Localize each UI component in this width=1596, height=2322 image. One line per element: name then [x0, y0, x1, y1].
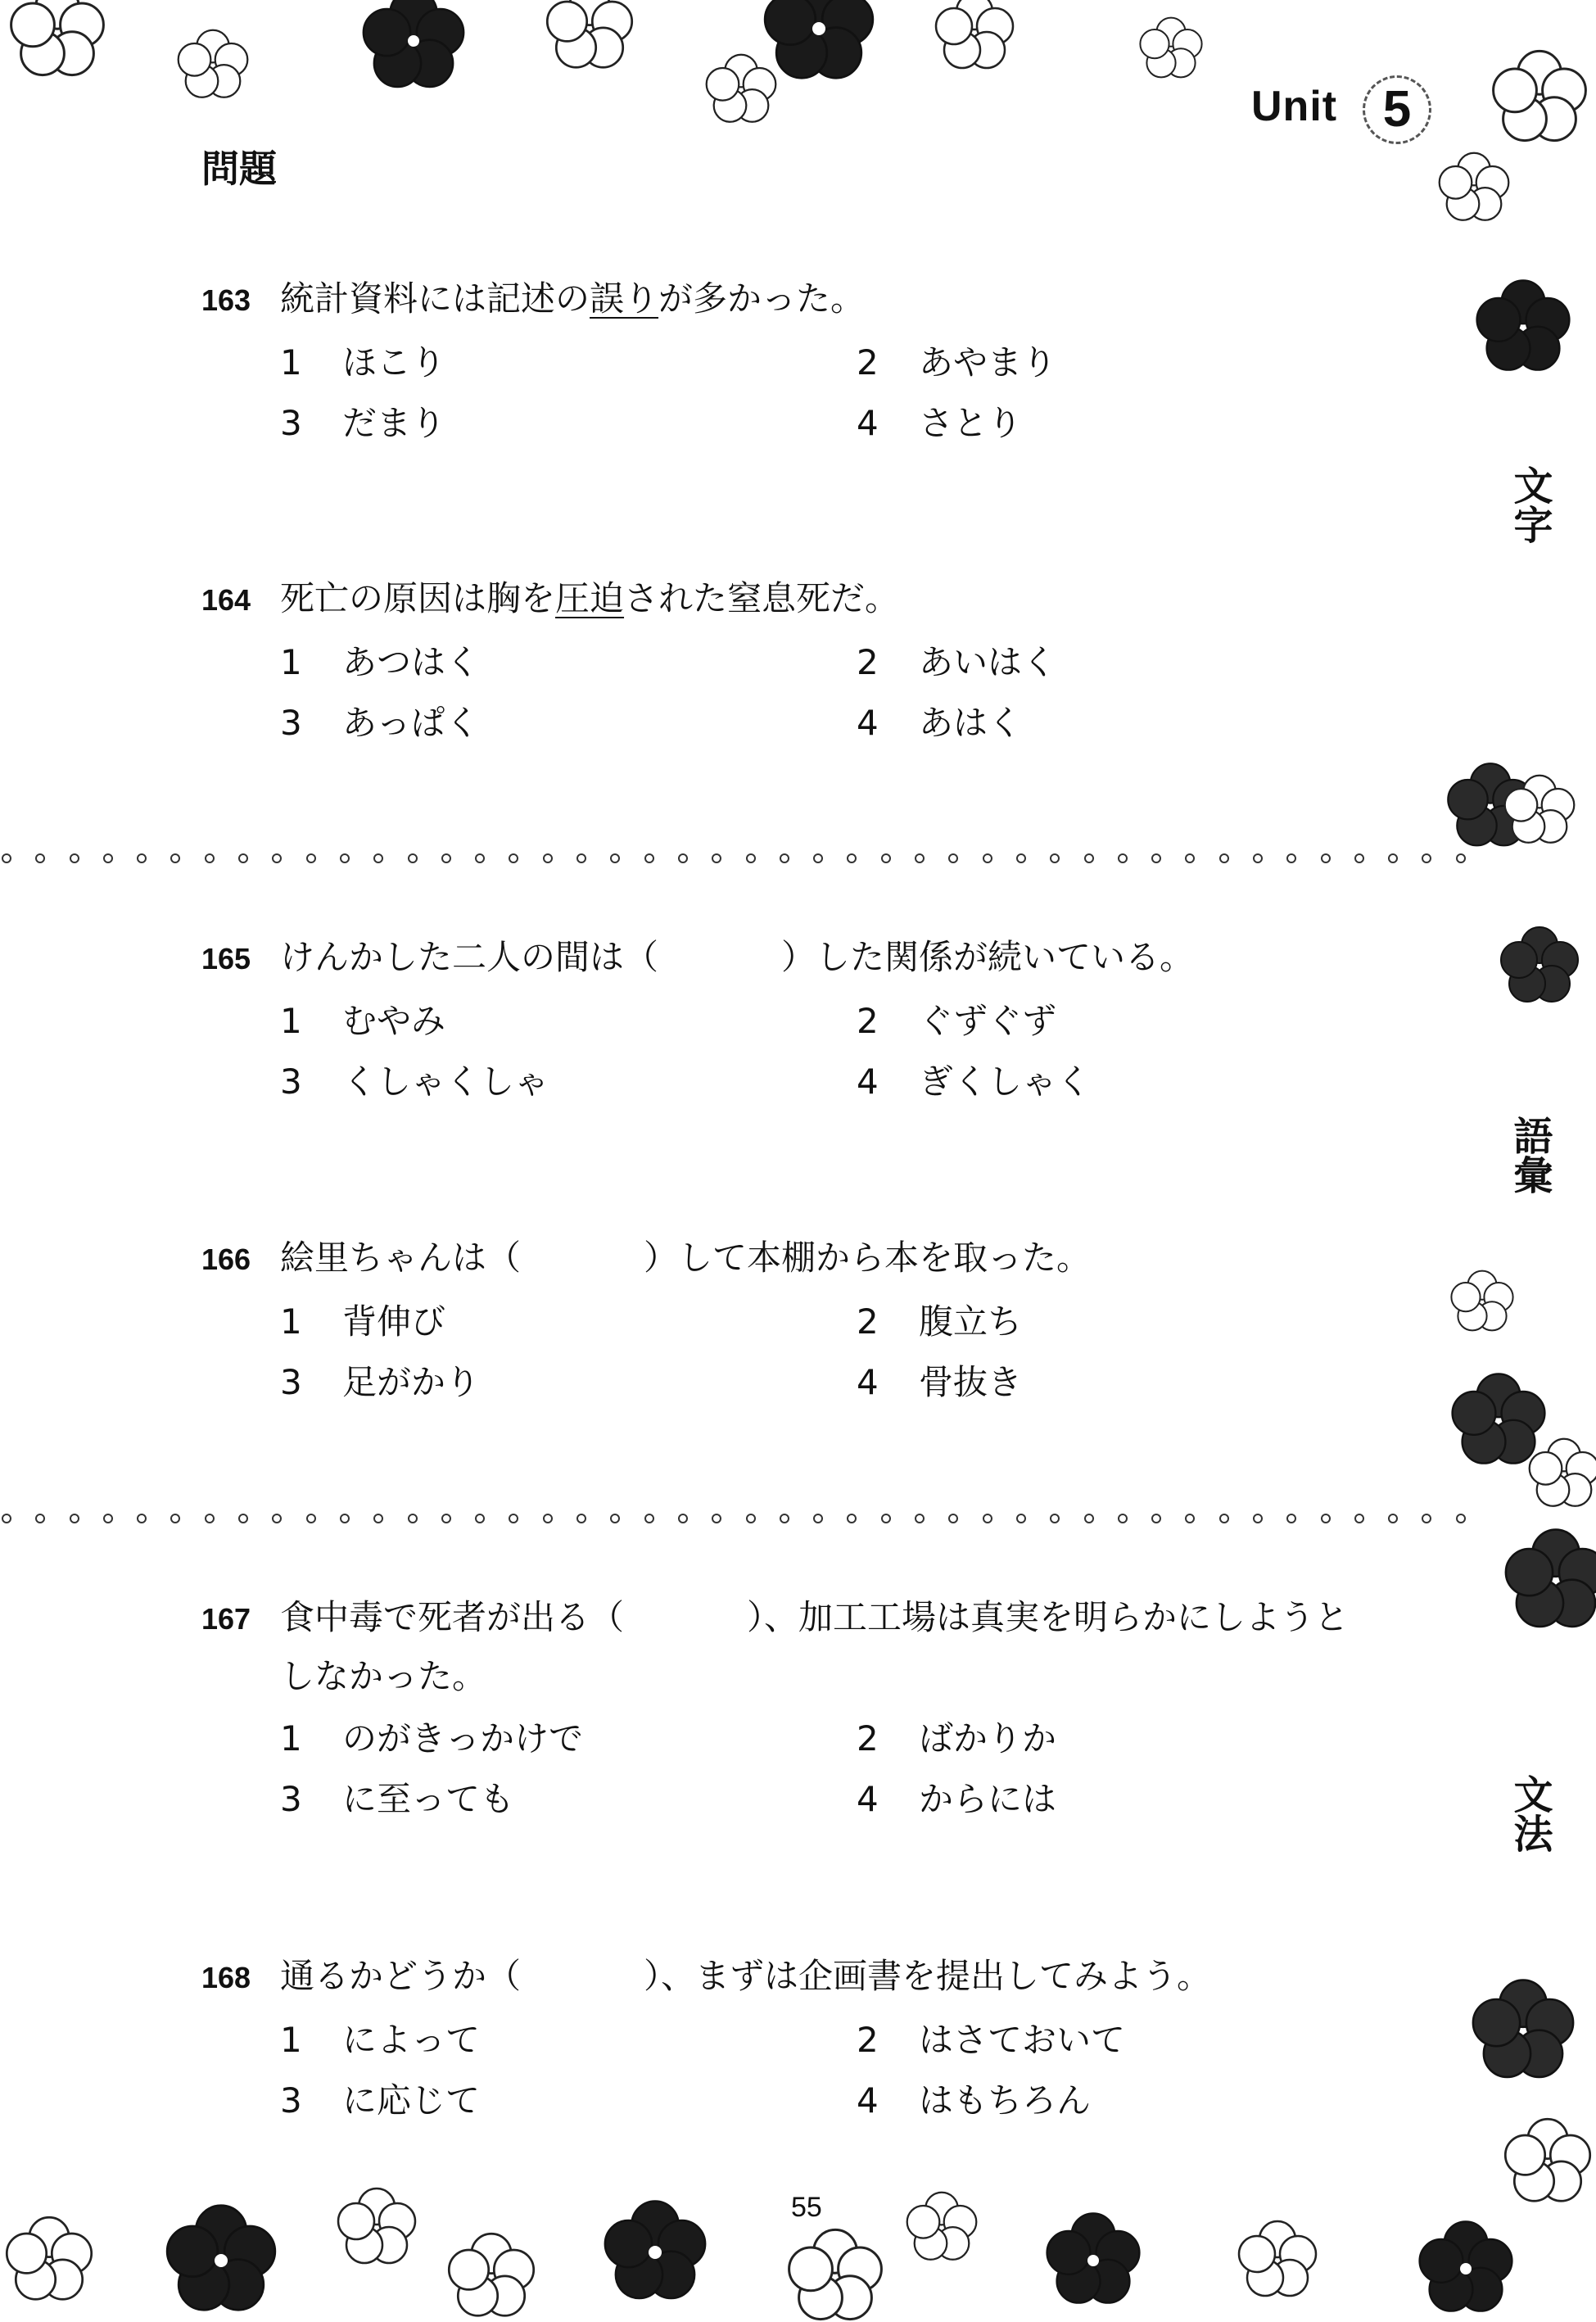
unit-label: Unit	[1251, 83, 1338, 130]
question-166: 166 絵里ちゃんは（ ）して本棚から本を取った。 1 背伸び 2 腹立ち 3 足がかり 4 骨抜き	[201, 1234, 1091, 1418]
question-167: 167 食中毒で死者が出る（ ）、加工工場は真実を明らかにしようと しなかった。 1 のがきっかけで 2 ばかりか 3 に至っても 4 からには	[201, 1594, 1349, 1835]
unit-number-badge: 5	[1363, 75, 1431, 144]
option-3[interactable]: 3 足がかり	[280, 1362, 481, 1402]
option-1[interactable]: 1 のがきっかけで	[280, 1718, 584, 1758]
option-1[interactable]: 1 によって	[280, 2020, 481, 2060]
option-2[interactable]: 2 はさておいて	[857, 2020, 1126, 2060]
section-heading: 問題	[201, 147, 277, 191]
option-4[interactable]: 4 ぎくしゃく	[857, 1061, 1092, 1102]
side-tab-bunpo: 文法	[1507, 1774, 1553, 1853]
option-3[interactable]: 3 あっぱく	[280, 703, 480, 743]
side-tab-moji: 文字	[1507, 465, 1553, 544]
page-number: 55	[791, 2192, 822, 2223]
question-number: 165	[201, 942, 251, 975]
option-4[interactable]: 4 からには	[857, 1779, 1057, 1819]
option-4[interactable]: 4 骨抜き	[857, 1362, 1023, 1402]
option-4[interactable]: 4 あはく	[857, 703, 1023, 743]
question-number: 166	[201, 1242, 251, 1276]
option-1[interactable]: 1 むやみ	[280, 1001, 446, 1041]
option-2[interactable]: 2 腹立ち	[857, 1301, 1023, 1342]
underlined-word: 圧迫	[555, 578, 625, 618]
side-tab-goi: 語彙	[1507, 1116, 1553, 1194]
option-2[interactable]: 2 ばかりか	[857, 1718, 1057, 1758]
question-168: 168 通るかどうか（ ）、まずは企画書を提出してみよう。 1 によって 2 はさておいて 3 に応じて 4 はもちろん	[201, 1953, 1211, 2136]
option-1[interactable]: 1 背伸び	[280, 1301, 446, 1342]
dotted-divider	[0, 849, 1466, 868]
question-165: 165 けんかした二人の間は（ ）した関係が続いている。 1 むやみ 2 ぐずぐず 3 くしゃくしゃ 4 ぎくしゃく	[201, 934, 1194, 1117]
option-3[interactable]: 3 に至っても	[280, 1779, 515, 1819]
question-number: 163	[201, 283, 251, 317]
underlined-word: 誤り	[590, 278, 659, 319]
option-4[interactable]: 4 さとり	[857, 403, 1023, 443]
dotted-divider	[0, 1509, 1466, 1528]
question-164: 164 死亡の原因は胸を圧迫された窒息死だ。 1 あつはく 2 あいはく 3 あっぱく 4 あはく	[201, 575, 899, 758]
question-number: 164	[201, 583, 251, 617]
question-number: 168	[201, 1961, 251, 1994]
question-163: 163 統計資料には記述の誤りが多かった。 1 ほこり 2 あやまり 3 だまり 4 さとり	[201, 275, 865, 459]
option-2[interactable]: 2 ぐずぐず	[857, 1001, 1057, 1041]
question-number: 167	[201, 1602, 251, 1636]
option-1[interactable]: 1 ほこり	[280, 342, 446, 382]
option-2[interactable]: 2 あいはく	[857, 642, 1057, 682]
option-4[interactable]: 4 はもちろん	[857, 2080, 1092, 2121]
option-1[interactable]: 1 あつはく	[280, 642, 481, 682]
option-3[interactable]: 3 に応じて	[280, 2080, 481, 2121]
option-2[interactable]: 2 あやまり	[857, 342, 1057, 382]
option-3[interactable]: 3 くしゃくしゃ	[280, 1061, 549, 1102]
option-3[interactable]: 3 だまり	[280, 403, 446, 443]
